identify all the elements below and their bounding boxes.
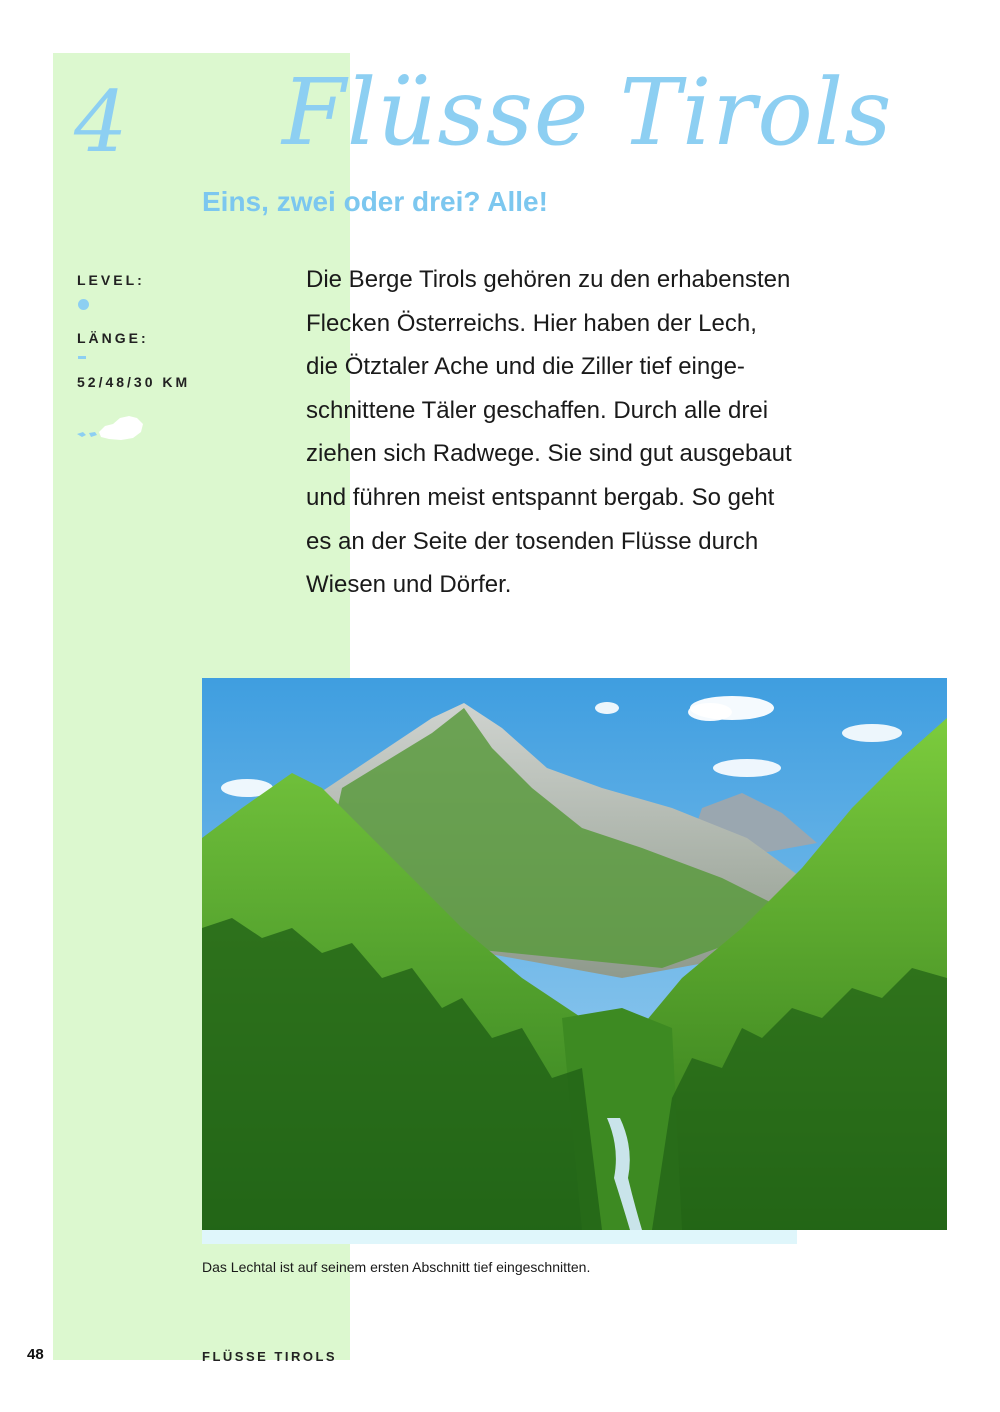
body-line: und führen meist entspannt bergab. So geht [306, 483, 775, 511]
body-line: Die Berge Tirols gehören zu den erhabensten [306, 266, 791, 293]
body-line: schnittene Täler geschaffen. Durch alle drei [306, 396, 769, 424]
body-line: die Ötztaler Ache und die Ziller tief einge- [306, 353, 745, 381]
length-label: LÄNGE: [77, 330, 149, 346]
austria-map-icon [75, 412, 145, 446]
level-label: LEVEL: [77, 272, 145, 288]
caption-accent-bar [202, 1230, 797, 1244]
body-line: ziehen sich Radwege. Sie sind gut ausgebaut [306, 440, 792, 468]
photo-caption: Das Lechtal ist auf seinem ersten Abschnitt tief eingeschnitten. [202, 1259, 591, 1275]
page-subtitle: Eins, zwei oder drei? Alle! [202, 186, 548, 217]
chapter-number: 4 [74, 73, 128, 171]
length-indicator-dash [78, 356, 86, 359]
body-line: Wiesen und Dörfer. [306, 571, 512, 599]
body-line: es an der Seite der tosenden Flüsse durch [306, 527, 759, 555]
length-value: 52/48/30 KM [77, 374, 191, 390]
body-line: Flecken Österreichs. Hier haben der Lech, [306, 309, 757, 337]
level-indicator-dot [78, 299, 89, 310]
body-text [306, 258, 906, 607]
lechtal-mountain-photo [202, 678, 947, 1230]
running-footer-title: FLÜSSE TIROLS [202, 1349, 338, 1364]
page-title: Flüsse Tirols [282, 59, 893, 166]
page-number: 48 [27, 1346, 44, 1363]
